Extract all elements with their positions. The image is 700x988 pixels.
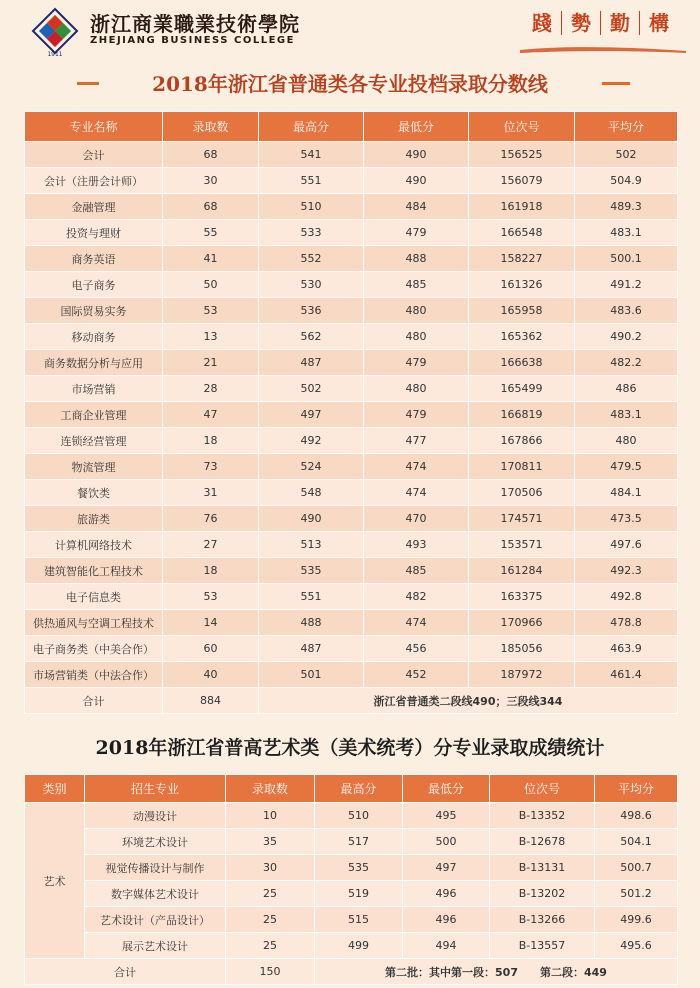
table-cell: 530 xyxy=(259,272,364,298)
table-cell: 499 xyxy=(315,933,403,959)
table-cell: 515 xyxy=(315,907,403,933)
major-name-cell: 环境艺术设计 xyxy=(85,829,226,855)
major-name-cell: 旅游类 xyxy=(25,506,163,532)
table-cell: 27 xyxy=(163,532,259,558)
table-cell: 485 xyxy=(364,558,469,584)
table-cell: 494 xyxy=(403,933,490,959)
table-cell: 187972 xyxy=(469,662,575,688)
table-row xyxy=(25,584,678,610)
table-header-row xyxy=(25,775,678,803)
table-cell: 495 xyxy=(403,803,490,829)
table-cell: B-12678 xyxy=(490,829,595,855)
table-row xyxy=(25,662,678,688)
table-cell: 524 xyxy=(259,454,364,480)
major-name-cell: 视觉传播设计与制作 xyxy=(85,855,226,881)
column-header: 类别 xyxy=(25,775,85,803)
table-cell: 73 xyxy=(163,454,259,480)
column-header: 最高分 xyxy=(315,775,403,803)
table-cell: 13 xyxy=(163,324,259,350)
table-cell: 165499 xyxy=(469,376,575,402)
table-row xyxy=(25,272,678,298)
table-row xyxy=(25,803,678,829)
table-row xyxy=(25,142,678,168)
table-cell: 474 xyxy=(364,480,469,506)
table-cell: 492.3 xyxy=(575,558,678,584)
table-cell: 496 xyxy=(403,907,490,933)
table-cell: 166638 xyxy=(469,350,575,376)
table-cell: 477 xyxy=(364,428,469,454)
seal-divider xyxy=(561,11,562,35)
table-cell: 488 xyxy=(259,610,364,636)
logo-year: 1911 xyxy=(47,51,63,56)
table-cell: 562 xyxy=(259,324,364,350)
table-row xyxy=(25,636,678,662)
table-cell: 492.8 xyxy=(575,584,678,610)
table-cell: 185056 xyxy=(469,636,575,662)
table-cell: 536 xyxy=(259,298,364,324)
table-cell: 486 xyxy=(575,376,678,402)
table-cell: 517 xyxy=(315,829,403,855)
table-row xyxy=(25,220,678,246)
table-cell: 482 xyxy=(364,584,469,610)
table-cell: 161326 xyxy=(469,272,575,298)
major-name-cell: 投资与理财 xyxy=(25,220,163,246)
table-cell: 68 xyxy=(163,194,259,220)
college-logo-icon xyxy=(30,6,80,56)
table-cell: 492 xyxy=(259,428,364,454)
table-cell: 480 xyxy=(364,376,469,402)
table-cell: 53 xyxy=(163,298,259,324)
table-cell: 25 xyxy=(226,907,315,933)
table-cell: 479 xyxy=(364,350,469,376)
major-name-cell: 会计 xyxy=(25,142,163,168)
table-cell: B-13202 xyxy=(490,881,595,907)
table-cell: 14 xyxy=(163,610,259,636)
column-header: 最低分 xyxy=(403,775,490,803)
major-name-cell: 商务英语 xyxy=(25,246,163,272)
table-cell: 156525 xyxy=(469,142,575,168)
table-cell: 60 xyxy=(163,636,259,662)
table-cell: 170506 xyxy=(469,480,575,506)
table-cell: 500 xyxy=(403,829,490,855)
table-row xyxy=(25,855,678,881)
table-total-row xyxy=(25,688,678,714)
table-cell: 479 xyxy=(364,402,469,428)
major-name-cell: 会计（注册会计师） xyxy=(25,168,163,194)
table-cell: 10 xyxy=(226,803,315,829)
column-header: 位次号 xyxy=(469,112,575,142)
table-cell: 40 xyxy=(163,662,259,688)
table-cell: 502 xyxy=(575,142,678,168)
column-header: 平均分 xyxy=(595,775,678,803)
major-name-cell: 商务数据分析与应用 xyxy=(25,350,163,376)
table-cell: 551 xyxy=(259,584,364,610)
seal-divider xyxy=(639,11,640,35)
table-cell: 474 xyxy=(364,610,469,636)
motto-seals xyxy=(528,6,678,40)
table-cell: 41 xyxy=(163,246,259,272)
table-cell: 55 xyxy=(163,220,259,246)
table-cell: 68 xyxy=(163,142,259,168)
total-count: 884 xyxy=(163,688,259,714)
table-cell: 501 xyxy=(259,662,364,688)
table-cell: 158227 xyxy=(469,246,575,272)
table-cell: 483.6 xyxy=(575,298,678,324)
table-cell: 510 xyxy=(315,803,403,829)
table-row xyxy=(25,402,678,428)
table-cell: 500.1 xyxy=(575,246,678,272)
major-name-cell: 市场营销类（中法合作） xyxy=(25,662,163,688)
table-row xyxy=(25,168,678,194)
table-cell: 156079 xyxy=(469,168,575,194)
college-name-en: ZHEJIANG BUSINESS COLLEGE xyxy=(90,35,295,46)
table-cell: 480 xyxy=(364,324,469,350)
major-name-cell: 餐饮类 xyxy=(25,480,163,506)
table-cell: 490 xyxy=(259,506,364,532)
table-cell: B-13352 xyxy=(490,803,595,829)
college-name-cn: 浙江商業職業技術學院 xyxy=(90,12,300,36)
table-cell: 490.2 xyxy=(575,324,678,350)
table-cell: 535 xyxy=(315,855,403,881)
table-cell: 480 xyxy=(364,298,469,324)
table-cell: 461.4 xyxy=(575,662,678,688)
table-cell: 497.6 xyxy=(575,532,678,558)
table-cell: 25 xyxy=(226,881,315,907)
table-cell: 484 xyxy=(364,194,469,220)
table-cell: 500.7 xyxy=(595,855,678,881)
major-name-cell: 市场营销 xyxy=(25,376,163,402)
table-cell: 491.2 xyxy=(575,272,678,298)
table-cell: 502 xyxy=(259,376,364,402)
major-name-cell: 电子信息类 xyxy=(25,584,163,610)
major-name-cell: 连锁经营管理 xyxy=(25,428,163,454)
table-row xyxy=(25,454,678,480)
table-cell: 513 xyxy=(259,532,364,558)
table-row xyxy=(25,194,678,220)
major-name-cell: 建筑智能化工程技术 xyxy=(25,558,163,584)
table-row xyxy=(25,558,678,584)
column-header: 录取数 xyxy=(163,112,259,142)
table-cell: 167866 xyxy=(469,428,575,454)
major-name-cell: 数字媒体艺术设计 xyxy=(85,881,226,907)
table-cell: 161918 xyxy=(469,194,575,220)
column-header: 最高分 xyxy=(259,112,364,142)
table-cell: 170966 xyxy=(469,610,575,636)
major-name-cell: 物流管理 xyxy=(25,454,163,480)
table-cell: 487 xyxy=(259,636,364,662)
table-cell: 50 xyxy=(163,272,259,298)
table-cell: 452 xyxy=(364,662,469,688)
column-header: 录取数 xyxy=(226,775,315,803)
major-name-cell: 供热通风与空调工程技术 xyxy=(25,610,163,636)
table-cell: 21 xyxy=(163,350,259,376)
motto-seal-3: 勤 xyxy=(610,11,630,35)
total-label: 合计 xyxy=(25,959,226,985)
table-cell: 489.3 xyxy=(575,194,678,220)
table-cell: 482.2 xyxy=(575,350,678,376)
table-cell: 35 xyxy=(226,829,315,855)
table-cell: 501.2 xyxy=(595,881,678,907)
major-name-cell: 国际贸易实务 xyxy=(25,298,163,324)
table-cell: 490 xyxy=(364,168,469,194)
column-header: 位次号 xyxy=(490,775,595,803)
table-cell: 31 xyxy=(163,480,259,506)
table2-title: 2018年浙江省普高艺术类（美术统考）分专业录取成绩统计 xyxy=(95,737,605,759)
major-name-cell: 工商企业管理 xyxy=(25,402,163,428)
major-name-cell: 计算机网络技术 xyxy=(25,532,163,558)
table-cell: 490 xyxy=(364,142,469,168)
table-cell: 161284 xyxy=(469,558,575,584)
table-cell: 166548 xyxy=(469,220,575,246)
table-cell: 166819 xyxy=(469,402,575,428)
table-cell: 496 xyxy=(403,881,490,907)
table-cell: 480 xyxy=(575,428,678,454)
table-cell: 76 xyxy=(163,506,259,532)
table-cell: 53 xyxy=(163,584,259,610)
table-cell: 483.1 xyxy=(575,402,678,428)
table-cell: 25 xyxy=(226,933,315,959)
batch-cutoff-note: 第二批：其中第一段：507 第二段：449 xyxy=(315,959,678,985)
major-name-cell: 移动商务 xyxy=(25,324,163,350)
table-cell: 30 xyxy=(163,168,259,194)
table-row xyxy=(25,532,678,558)
table-cell: 479 xyxy=(364,220,469,246)
table-row xyxy=(25,246,678,272)
table-cell: 548 xyxy=(259,480,364,506)
major-name-cell: 动漫设计 xyxy=(85,803,226,829)
table-cell: 163375 xyxy=(469,584,575,610)
table-cell: 30 xyxy=(226,855,315,881)
table-cell: 18 xyxy=(163,428,259,454)
table-row xyxy=(25,480,678,506)
cutoff-note: 浙江省普通类二段线490；三段线344 xyxy=(259,688,678,714)
table-cell: 153571 xyxy=(469,532,575,558)
column-header: 最低分 xyxy=(364,112,469,142)
table-cell: 504.1 xyxy=(595,829,678,855)
table-row xyxy=(25,829,678,855)
column-header: 平均分 xyxy=(575,112,678,142)
table-cell: B-13131 xyxy=(490,855,595,881)
table-cell: 551 xyxy=(259,168,364,194)
table-row xyxy=(25,324,678,350)
page-header xyxy=(0,0,700,60)
table-cell: 493 xyxy=(364,532,469,558)
major-name-cell: 艺术设计（产品设计） xyxy=(85,907,226,933)
table-cell: 533 xyxy=(259,220,364,246)
table-cell: 541 xyxy=(259,142,364,168)
total-count: 150 xyxy=(226,959,315,985)
table-row xyxy=(25,881,678,907)
motto-seal-2: 勢 xyxy=(571,11,591,35)
table-row xyxy=(25,610,678,636)
table-row xyxy=(25,933,678,959)
table-row xyxy=(25,298,678,324)
total-label: 合计 xyxy=(25,688,163,714)
motto-seal-1: 踐 xyxy=(532,11,552,35)
table-cell: 47 xyxy=(163,402,259,428)
motto-seal-4: 構 xyxy=(649,11,669,35)
table1-title: 2018年浙江省普通类各专业投档录取分数线 xyxy=(152,72,548,96)
admission-scores-table xyxy=(24,111,678,714)
table-cell: 510 xyxy=(259,194,364,220)
table-cell: B-13266 xyxy=(490,907,595,933)
table-cell: 498.6 xyxy=(595,803,678,829)
major-name-cell: 电子商务 xyxy=(25,272,163,298)
table-cell: 483.1 xyxy=(575,220,678,246)
table-cell: B-13557 xyxy=(490,933,595,959)
art-admission-table xyxy=(24,774,678,985)
table-cell: 478.8 xyxy=(575,610,678,636)
table-row xyxy=(25,428,678,454)
table-cell: 473.5 xyxy=(575,506,678,532)
table-cell: 519 xyxy=(315,881,403,907)
table-total-row xyxy=(25,959,678,985)
table-cell: 488 xyxy=(364,246,469,272)
table-cell: 474 xyxy=(364,454,469,480)
table-cell: 487 xyxy=(259,350,364,376)
table-row xyxy=(25,376,678,402)
title-dash-right xyxy=(602,82,630,85)
table-cell: 495.6 xyxy=(595,933,678,959)
major-name-cell: 金融管理 xyxy=(25,194,163,220)
major-name-cell: 展示艺术设计 xyxy=(85,933,226,959)
table-cell: 165958 xyxy=(469,298,575,324)
table-cell: 170811 xyxy=(469,454,575,480)
table-cell: 18 xyxy=(163,558,259,584)
table-cell: 463.9 xyxy=(575,636,678,662)
seal-divider xyxy=(600,11,601,35)
brush-stroke-decoration xyxy=(518,44,688,56)
table-row xyxy=(25,907,678,933)
table-cell: 456 xyxy=(364,636,469,662)
table-cell: 470 xyxy=(364,506,469,532)
column-header: 专业名称 xyxy=(25,112,163,142)
column-header: 招生专业 xyxy=(85,775,226,803)
table-cell: 497 xyxy=(259,402,364,428)
table-cell: 497 xyxy=(403,855,490,881)
table-cell: 485 xyxy=(364,272,469,298)
table-cell: 499.6 xyxy=(595,907,678,933)
table-header-row xyxy=(25,112,678,142)
table-cell: 165362 xyxy=(469,324,575,350)
major-name-cell: 电子商务类（中美合作） xyxy=(25,636,163,662)
table-row xyxy=(25,350,678,376)
table-cell: 535 xyxy=(259,558,364,584)
table-cell: 504.9 xyxy=(575,168,678,194)
table-cell: 479.5 xyxy=(575,454,678,480)
table-cell: 484.1 xyxy=(575,480,678,506)
table-cell: 28 xyxy=(163,376,259,402)
table-cell: 174571 xyxy=(469,506,575,532)
table-cell: 552 xyxy=(259,246,364,272)
category-cell: 艺术 xyxy=(25,803,85,959)
table-row xyxy=(25,506,678,532)
